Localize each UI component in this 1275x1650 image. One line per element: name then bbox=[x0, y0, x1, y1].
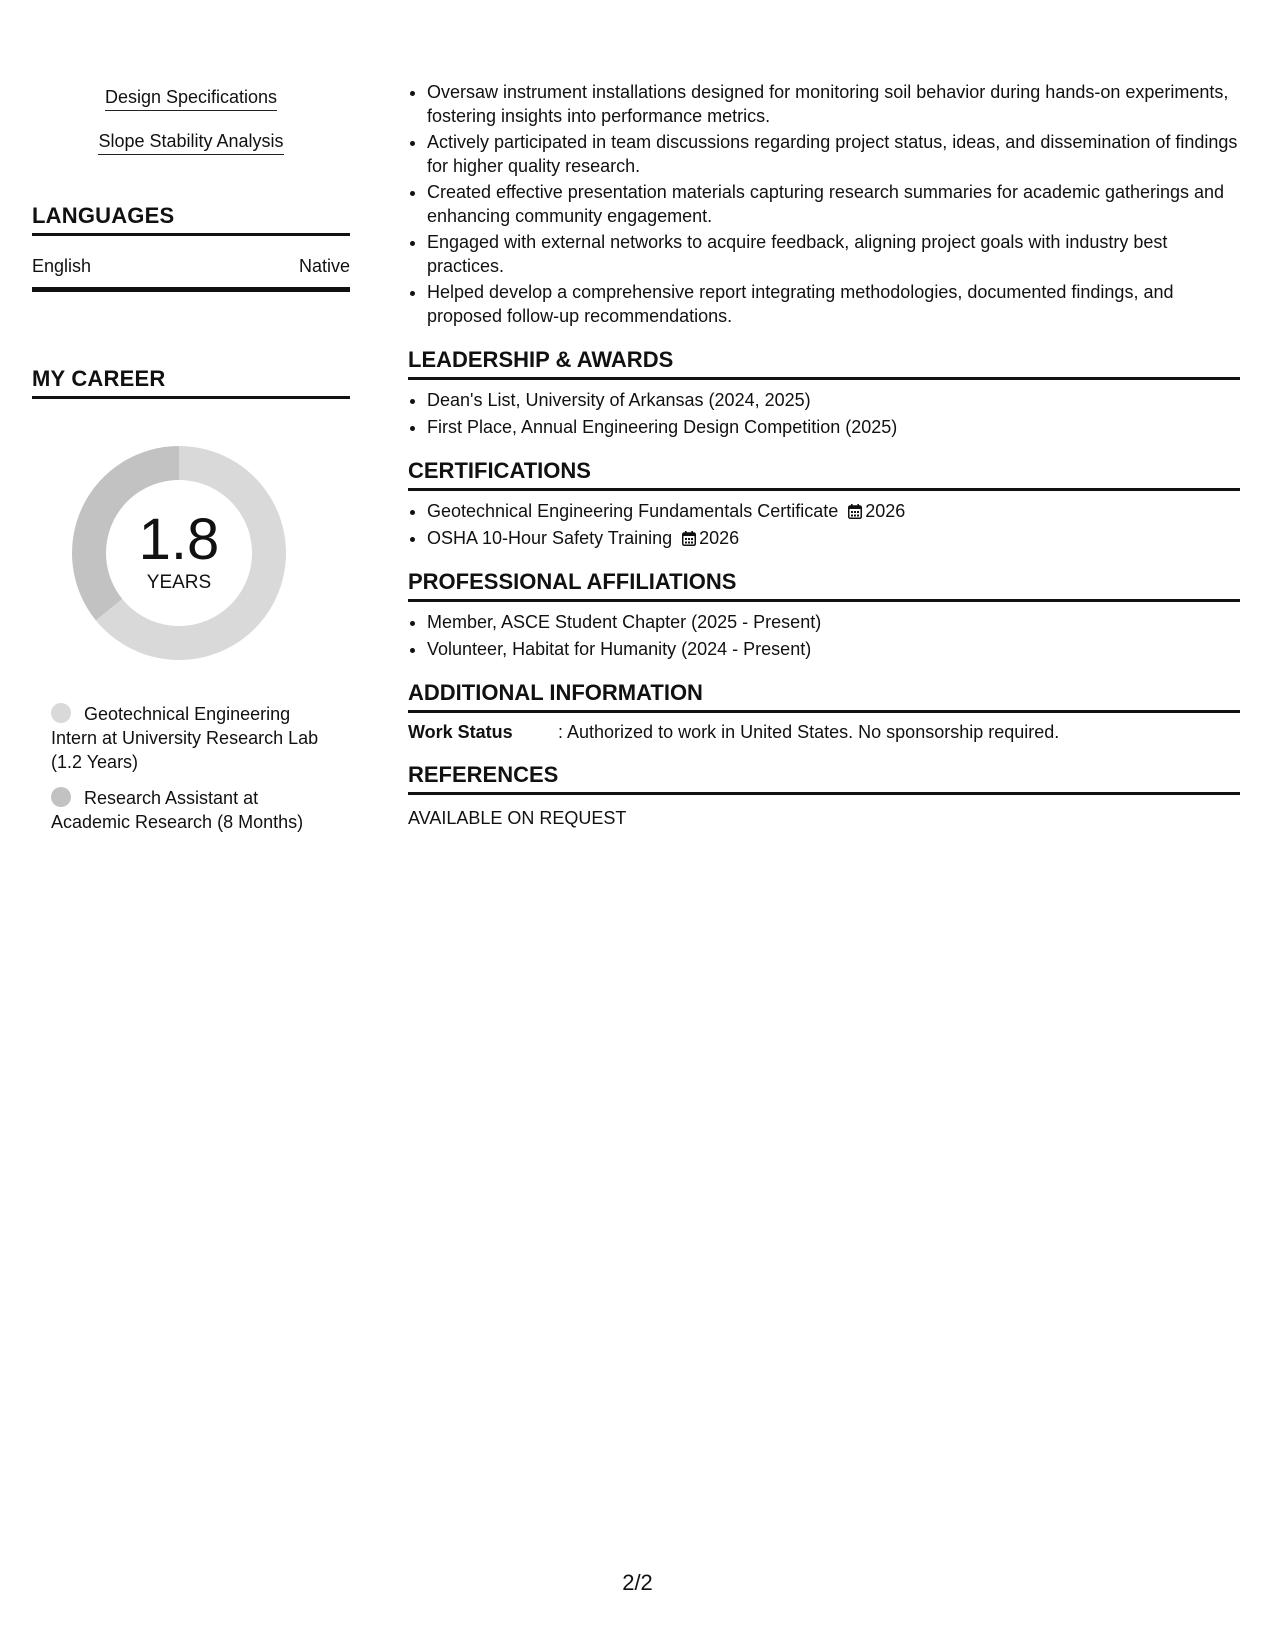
legend-label: Geotechnical Engineering Intern at University Research Lab (1.2 Years) bbox=[51, 704, 319, 772]
legend-item bbox=[51, 786, 341, 834]
certification-year: 2026 bbox=[865, 501, 906, 521]
experience-bullet: • Created effective presentation materials capturing research summaries for academic gatherings and enhancing community engagement. bbox=[427, 180, 1240, 228]
affiliations-heading: PROFESSIONAL AFFILIATIONS bbox=[408, 569, 1240, 602]
languages-section bbox=[32, 203, 350, 292]
experience-bullets bbox=[408, 80, 1240, 328]
experience-bullet: • Actively participated in team discussions regarding project status, ideas, and dissemination of findings for higher quality research. bbox=[427, 130, 1240, 178]
work-status-row bbox=[408, 721, 1240, 743]
right-column bbox=[408, 80, 1240, 829]
legend-dot bbox=[51, 787, 71, 807]
certifications-list bbox=[408, 499, 1240, 550]
skill-tag: Design Specifications bbox=[105, 86, 277, 111]
skill-tag: Slope Stability Analysis bbox=[98, 130, 283, 155]
certification-year: 2026 bbox=[699, 528, 740, 548]
legend-label: Research Assistant at Academic Research (8 Months) bbox=[51, 788, 304, 832]
certification-item bbox=[427, 499, 1240, 523]
total-years-value: 1.8 bbox=[138, 507, 220, 572]
certification-name: Geotechnical Engineering Fundamentals Certificate bbox=[427, 501, 839, 521]
certification-item bbox=[427, 526, 1240, 550]
references-text: AVAILABLE ON REQUEST bbox=[408, 808, 627, 828]
languages-heading: LANGUAGES bbox=[32, 203, 350, 236]
language-name: English bbox=[32, 256, 92, 276]
legend-dot bbox=[51, 703, 71, 723]
leadership-item: • Dean's List, University of Arkansas (2024, 2025) bbox=[427, 388, 1240, 412]
leadership-list bbox=[408, 388, 1240, 439]
certifications-heading: CERTIFICATIONS bbox=[408, 458, 1240, 491]
skills-list bbox=[32, 86, 350, 155]
legend-item bbox=[51, 702, 341, 774]
language-level: Native bbox=[298, 256, 350, 276]
donut-center bbox=[66, 440, 292, 666]
left-column bbox=[32, 86, 350, 834]
experience-bullet: • Engaged with external networks to acquire feedback, aligning project goals with industry best practices. bbox=[427, 230, 1240, 278]
leadership-item: • First Place, Annual Engineering Design Competition (2025) bbox=[427, 415, 1240, 439]
references-heading: REFERENCES bbox=[408, 762, 1240, 795]
career-heading: MY CAREER bbox=[32, 366, 350, 399]
affiliation-item: • Member, ASCE Student Chapter (2025 - Present) bbox=[427, 610, 1240, 634]
work-status-label: Work Status bbox=[408, 722, 513, 742]
experience-bullet: • Oversaw instrument installations designed for monitoring soil behavior during hands-on experiments, fostering insights into performance metrics. bbox=[427, 80, 1240, 128]
experience-bullet: • Helped develop a comprehensive report integrating methodologies, documented findings, and proposed follow-up recommendations. bbox=[427, 280, 1240, 328]
work-status-value: : Authorized to work in United States. No sponsorship required. bbox=[558, 722, 1060, 742]
affiliation-item: • Volunteer, Habitat for Humanity (2024 - Present) bbox=[427, 637, 1240, 661]
certification-name: OSHA 10-Hour Safety Training bbox=[427, 528, 673, 548]
calendar-icon bbox=[682, 528, 696, 543]
career-legend bbox=[51, 702, 341, 834]
career-section bbox=[32, 366, 350, 834]
language-row bbox=[32, 255, 350, 292]
affiliations-list bbox=[408, 610, 1240, 661]
career-donut-chart bbox=[66, 440, 292, 666]
total-years-unit: YEARS bbox=[146, 572, 212, 593]
additional-info-heading: ADDITIONAL INFORMATION bbox=[408, 680, 1240, 713]
page-number: 2/2 bbox=[622, 1570, 653, 1595]
leadership-heading: LEADERSHIP & AWARDS bbox=[408, 347, 1240, 380]
calendar-icon bbox=[848, 501, 862, 516]
